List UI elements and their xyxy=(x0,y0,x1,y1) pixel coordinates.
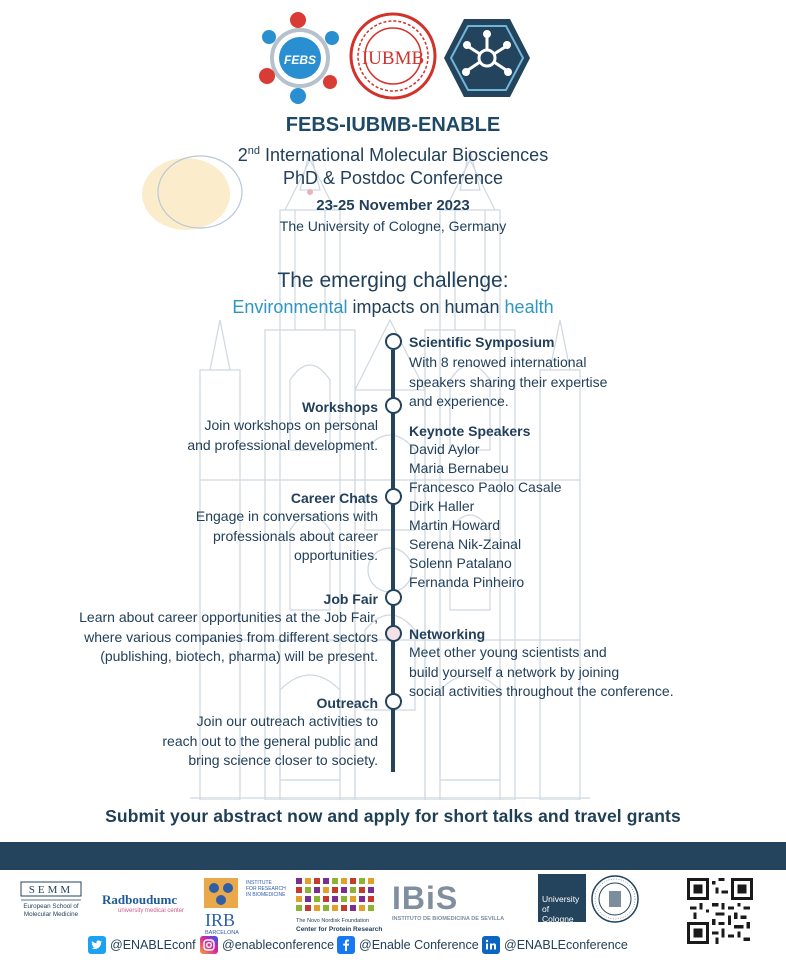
ibis-logo-sub: INSTITUTO DE BIOMEDICINA DE SEVILLA xyxy=(392,916,505,922)
subtitle-line-1-text: International Molecular Biosciences xyxy=(260,145,549,165)
timeline-node-outreach xyxy=(385,693,402,710)
timeline-node-symposium xyxy=(385,333,402,350)
facebook-icon xyxy=(337,936,355,954)
workshops-text xyxy=(187,416,378,455)
irb-logo xyxy=(200,876,290,936)
keynote-speaker: Fernanda Pinheiro xyxy=(409,574,525,590)
radboud-logo xyxy=(102,892,188,914)
symposium-block xyxy=(409,333,607,412)
radboud-logo-text: Radboudumc xyxy=(102,892,178,907)
keynote-speaker: Serena Nik-Zainal xyxy=(409,536,522,552)
instagram-handle[interactable]: @enableconference xyxy=(222,938,335,952)
outreach-line: bring science closer to society. xyxy=(188,752,378,768)
linkedin-handle[interactable]: @ENABLEconference xyxy=(504,938,628,952)
uni-cologne-logo xyxy=(538,874,586,922)
theme-highlight-health: health xyxy=(504,297,554,317)
career-chats-line: Engage in conversations with xyxy=(195,508,378,524)
outreach-line: reach out to the general public and xyxy=(162,732,378,749)
career-chats-block xyxy=(196,489,378,566)
theme-line-1: The emerging challenge: xyxy=(277,269,509,292)
facebook-handle[interactable]: @Enable Conference xyxy=(359,938,479,952)
workshops-line: Join workshops on personal xyxy=(204,417,378,433)
job-fair-line: Learn about career opportunities at the Job Fair, xyxy=(79,609,378,625)
job-fair-block xyxy=(79,590,378,667)
conference-venue: The University of Cologne, Germany xyxy=(279,218,507,234)
networking-text xyxy=(409,643,674,702)
irb-logo-inst1: INSTITUTE xyxy=(246,880,272,886)
social-links xyxy=(0,936,786,960)
linkedin-icon xyxy=(482,936,500,954)
timeline-node-networking xyxy=(385,625,402,642)
linkedin-link[interactable] xyxy=(482,936,628,954)
conference-date: 23-25 November 2023 xyxy=(316,197,470,214)
semm-logo xyxy=(18,880,84,920)
career-chats-text xyxy=(196,507,378,566)
instagram-icon xyxy=(200,936,218,954)
keynote-speaker: David Aylor xyxy=(409,441,480,457)
ibis-logo xyxy=(392,882,528,922)
outreach-block xyxy=(162,694,378,771)
symposium-line: speakers sharing their expertise xyxy=(409,373,608,390)
keynote-names xyxy=(409,440,562,592)
novo-logo-line1: The Novo Nordisk Foundation xyxy=(296,918,370,924)
keynote-speaker: Solenn Patalano xyxy=(409,555,512,571)
subtitle-line-1 xyxy=(0,140,786,167)
semm-logo-line2: Molecular Medicine xyxy=(23,911,79,918)
symposium-text xyxy=(409,353,607,412)
partner-logos-top xyxy=(0,10,786,106)
networking-line: social activities throughout the conference. xyxy=(409,683,674,699)
irb-logo-inst2: FOR RESEARCH xyxy=(246,886,286,892)
keynote-speaker: Dirk Haller xyxy=(409,498,475,514)
networking-block xyxy=(409,625,674,702)
keynote-speaker: Martin Howard xyxy=(409,517,501,533)
theme-middle-text: impacts on human xyxy=(347,297,505,317)
keynote-speaker: Francesco Paolo Casale xyxy=(409,479,562,495)
footer-band xyxy=(0,842,786,870)
conference-subtitle xyxy=(0,140,786,190)
networking-heading: Networking xyxy=(409,626,486,642)
twitter-link[interactable] xyxy=(88,936,196,954)
ibis-logo-text: IBiS xyxy=(392,880,459,916)
outreach-line: Join our outreach activities to xyxy=(196,713,378,729)
workshops-line: and professional development. xyxy=(187,436,378,453)
workshops-heading: Workshops xyxy=(302,399,378,415)
twitter-handle[interactable]: @ENABLEconf xyxy=(110,938,196,952)
theme-line-2 xyxy=(0,297,786,318)
febs-logo-text: FEBS xyxy=(283,53,317,67)
facebook-link[interactable] xyxy=(337,936,479,954)
semm-logo-letters: SEMM xyxy=(28,884,74,896)
semm-logo-line1: European School of xyxy=(23,903,79,910)
qr-code[interactable] xyxy=(687,878,753,944)
theme-highlight-environmental: Environmental xyxy=(232,297,348,317)
career-chats-heading: Career Chats xyxy=(290,490,378,506)
symposium-line: With 8 renowed international xyxy=(409,354,587,370)
job-fair-text xyxy=(79,608,378,667)
keynote-block xyxy=(409,422,562,592)
uni-cologne-seal xyxy=(590,874,640,924)
iubmb-logo-text: IUBMB xyxy=(361,48,425,69)
symposium-heading: Scientific Symposium xyxy=(409,334,555,350)
call-to-action[interactable]: Submit your abstract now and apply for short talks and travel grants xyxy=(105,806,681,826)
job-fair-line: where various companies from different sectors xyxy=(84,628,378,645)
conference-title: FEBS-IUBMB-ENABLE xyxy=(285,114,501,136)
uoc-logo-line1: University xyxy=(542,894,580,904)
workshops-block xyxy=(187,398,378,455)
timeline-node-workshops xyxy=(385,397,402,414)
job-fair-line: (publishing, biotech, pharma) will be present. xyxy=(100,648,378,664)
radboud-logo-sub: university medical center xyxy=(118,908,185,914)
career-chats-line: opportunities. xyxy=(293,547,378,563)
subtitle-ordinal-suffix: nd xyxy=(247,145,261,157)
irb-logo-text: IRB xyxy=(205,910,236,930)
outreach-heading: Outreach xyxy=(316,695,378,711)
networking-line: Meet other young scientists and xyxy=(409,644,607,660)
twitter-icon xyxy=(88,936,106,954)
subtitle-line-2: PhD & Postdoc Conference xyxy=(282,168,504,188)
keynote-speaker: Maria Bernabeu xyxy=(409,460,509,476)
instagram-link[interactable] xyxy=(200,936,334,954)
irb-logo-inst3: IN BIOMEDICINE xyxy=(246,892,286,898)
iubmb-logo xyxy=(348,11,438,101)
novo-logo-line2: Center for Protein Research xyxy=(296,926,383,933)
uoc-logo-line2: of Cologne xyxy=(542,904,574,924)
timeline-node-career-chats xyxy=(385,488,402,505)
job-fair-heading: Job Fair xyxy=(323,591,378,607)
febs-logo xyxy=(256,10,344,106)
outreach-text xyxy=(162,712,378,771)
sponsor-logos xyxy=(0,872,786,944)
subtitle-ordinal: 2 xyxy=(237,145,248,165)
networking-line: build yourself a network by joining xyxy=(409,663,620,680)
irb-logo-sub: BARCELONA xyxy=(205,930,239,936)
timeline-node-job-fair xyxy=(385,589,402,606)
enable-logo xyxy=(442,13,532,103)
novo-cpr-logo xyxy=(294,876,384,936)
career-chats-line: professionals about career xyxy=(213,527,378,544)
keynote-heading: Keynote Speakers xyxy=(409,423,531,439)
symposium-line: and experience. xyxy=(409,393,509,409)
